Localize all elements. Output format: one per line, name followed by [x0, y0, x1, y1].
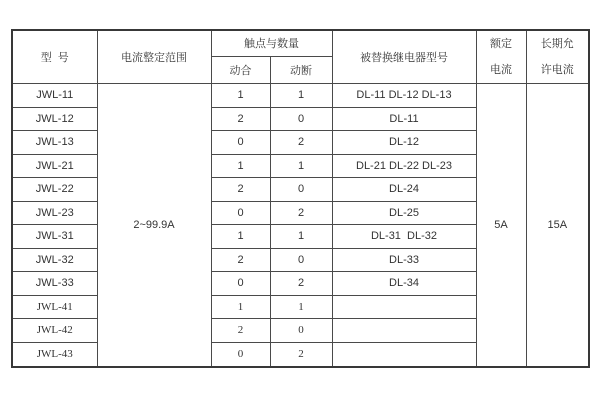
- cell-contact-no: 2: [211, 107, 270, 131]
- cell-contact-no: 1: [211, 225, 270, 249]
- header-long-term-current: [526, 30, 589, 84]
- cell-long-term-current-merged: 15A: [526, 84, 589, 367]
- cell-model: JWL-21: [12, 154, 97, 178]
- cell-contact-no: 1: [211, 84, 270, 108]
- cell-model: JWL-32: [12, 248, 97, 272]
- cell-contact-no: 0: [211, 272, 270, 296]
- cell-model: JWL-22: [12, 178, 97, 202]
- cell-contact-nc: 0: [270, 248, 332, 272]
- header-contact-no: 动合: [211, 56, 270, 83]
- cell-contact-nc: 0: [270, 107, 332, 131]
- header-replaced-model: 被替换继电器型号: [332, 30, 476, 84]
- header-rated-line2: 电流: [490, 64, 512, 76]
- cell-model: JWL-23: [12, 201, 97, 225]
- cell-contact-nc: 2: [270, 272, 332, 296]
- cell-contact-nc: 0: [270, 319, 332, 343]
- cell-contact-nc: 1: [270, 154, 332, 178]
- cell-contact-nc: 2: [270, 342, 332, 367]
- cell-replaced-model: [332, 319, 476, 343]
- spec-table: [11, 29, 590, 368]
- table-header: [12, 30, 589, 84]
- header-model: 型 号: [12, 30, 97, 84]
- header-contacts-group: 触点与数量: [211, 30, 332, 56]
- cell-replaced-model: DL-34: [332, 272, 476, 296]
- header-current-range: 电流整定范围: [97, 30, 211, 84]
- cell-replaced-model: DL-24: [332, 178, 476, 202]
- cell-contact-nc: 1: [270, 84, 332, 108]
- cell-replaced-model: DL-31 DL-32: [332, 225, 476, 249]
- cell-replaced-model: DL-12: [332, 131, 476, 155]
- header-rated-current: [476, 30, 526, 84]
- cell-replaced-model: DL-33: [332, 248, 476, 272]
- cell-model: JWL-43: [12, 342, 97, 367]
- cell-contact-no: 2: [211, 248, 270, 272]
- cell-contact-nc: 1: [270, 225, 332, 249]
- cell-model: JWL-13: [12, 131, 97, 155]
- cell-model: JWL-41: [12, 295, 97, 319]
- header-contact-nc: 动断: [270, 56, 332, 83]
- header-allow-line1: 长期允: [540, 38, 574, 50]
- header-rated-line1: 额定: [490, 38, 512, 50]
- cell-model: JWL-42: [12, 319, 97, 343]
- cell-contact-nc: 2: [270, 201, 332, 225]
- cell-contact-no: 2: [211, 178, 270, 202]
- cell-contact-no: 0: [211, 342, 270, 367]
- cell-replaced-model: DL-25: [332, 201, 476, 225]
- cell-model: JWL-33: [12, 272, 97, 296]
- cell-model: JWL-12: [12, 107, 97, 131]
- cell-rated-current-merged: 5A: [476, 84, 526, 367]
- cell-replaced-model: DL-21 DL-22 DL-23: [332, 154, 476, 178]
- cell-contact-nc: 1: [270, 295, 332, 319]
- header-allow-line2: 许电流: [540, 64, 574, 76]
- cell-model: JWL-31: [12, 225, 97, 249]
- cell-contact-no: 1: [211, 295, 270, 319]
- cell-current-range-merged: 2~99.9A: [97, 84, 211, 367]
- cell-replaced-model: DL-11 DL-12 DL-13: [332, 84, 476, 108]
- cell-contact-nc: 2: [270, 131, 332, 155]
- cell-contact-nc: 0: [270, 178, 332, 202]
- cell-contact-no: 2: [211, 319, 270, 343]
- cell-replaced-model: [332, 342, 476, 367]
- cell-contact-no: 0: [211, 131, 270, 155]
- cell-contact-no: 1: [211, 154, 270, 178]
- table-row: [12, 84, 589, 108]
- cell-model: JWL-11: [12, 84, 97, 108]
- cell-replaced-model: DL-11: [332, 107, 476, 131]
- cell-replaced-model: [332, 295, 476, 319]
- table-body: [12, 84, 589, 367]
- cell-contact-no: 0: [211, 201, 270, 225]
